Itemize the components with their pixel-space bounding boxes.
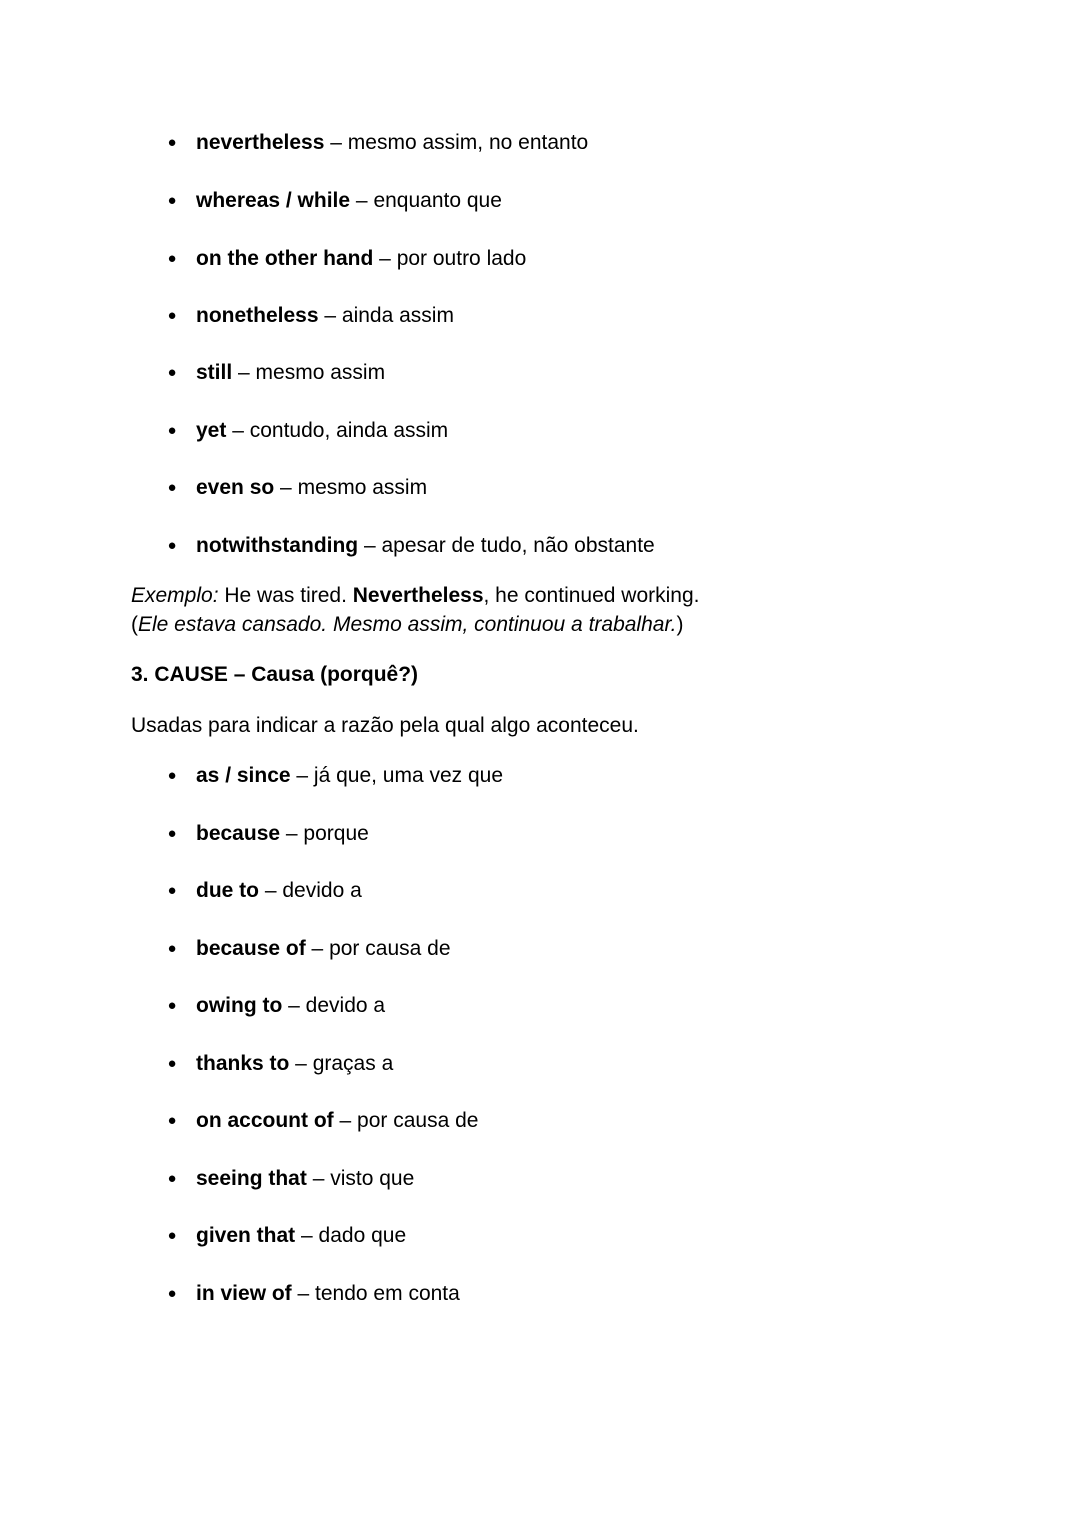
term: as / since — [196, 764, 291, 787]
translation: por outro lado — [396, 247, 527, 270]
bullet-icon: ● — [167, 364, 177, 381]
term: yet — [196, 419, 227, 442]
translation: contudo, ainda assim — [249, 419, 449, 442]
term: on account of — [196, 1109, 334, 1132]
translation: mesmo assim — [297, 476, 428, 499]
term: in view of — [196, 1282, 292, 1305]
term: due to — [196, 879, 259, 902]
translation: por causa de — [357, 1109, 479, 1132]
bullet-icon: ● — [167, 537, 177, 554]
translation: graças a — [312, 1052, 394, 1075]
term: thanks to — [196, 1052, 290, 1075]
translation: já que, uma vez que — [313, 764, 504, 787]
bullet-icon: ● — [167, 1112, 177, 1129]
bullet-icon: ● — [167, 192, 177, 209]
example-sentence: Exemplo: He was tired. Nevertheless, he continued working. — [131, 584, 700, 607]
section-heading: 3. CAUSE – Causa (porquê?) — [131, 663, 419, 686]
term: because — [196, 822, 281, 845]
translation: devido a — [282, 879, 362, 902]
bullet-icon: ● — [167, 479, 177, 496]
term: nonetheless — [196, 304, 319, 327]
translation: ainda assim — [341, 304, 454, 327]
translation: mesmo assim, no entanto — [347, 131, 589, 154]
term: notwithstanding — [196, 534, 359, 557]
translation: dado que — [318, 1224, 407, 1247]
translation: visto que — [330, 1167, 415, 1190]
bullet-icon: ● — [167, 825, 177, 842]
example-translation: (Ele estava cansado. Mesmo assim, continuou a trabalhar.) — [131, 613, 684, 636]
example-label: Exemplo: — [131, 584, 219, 607]
translation: tendo em conta — [315, 1282, 460, 1305]
term: even so — [196, 476, 275, 499]
section-intro: Usadas para indicar a razão pela qual algo aconteceu. — [131, 714, 639, 737]
bullet-icon: ● — [167, 307, 177, 324]
term: owing to — [196, 994, 283, 1017]
bullet-icon: ● — [167, 940, 177, 957]
bullet-icon: ● — [167, 422, 177, 439]
bullet-icon: ● — [167, 134, 177, 151]
bullet-icon: ● — [167, 1285, 177, 1302]
translation: devido a — [305, 994, 386, 1017]
translation: mesmo assim — [255, 361, 386, 384]
term: seeing that — [196, 1167, 307, 1190]
bullet-icon: ● — [167, 882, 177, 899]
translation: apesar de tudo, não obstante — [381, 534, 655, 557]
bullet-icon: ● — [167, 1227, 177, 1244]
bullet-icon: ● — [167, 1055, 177, 1072]
translation: enquanto que — [373, 189, 502, 212]
translation: por causa de — [329, 937, 451, 960]
term: nevertheless — [196, 131, 325, 154]
bullet-icon: ● — [167, 1170, 177, 1187]
bullet-icon: ● — [167, 997, 177, 1014]
term: given that — [196, 1224, 296, 1247]
translation: porque — [303, 822, 369, 845]
bullet-icon: ● — [167, 250, 177, 267]
term: on the other hand — [196, 247, 374, 270]
bullet-icon: ● — [167, 767, 177, 784]
term: because of — [196, 937, 306, 960]
term: still — [196, 361, 233, 384]
term: whereas / while — [196, 189, 351, 212]
